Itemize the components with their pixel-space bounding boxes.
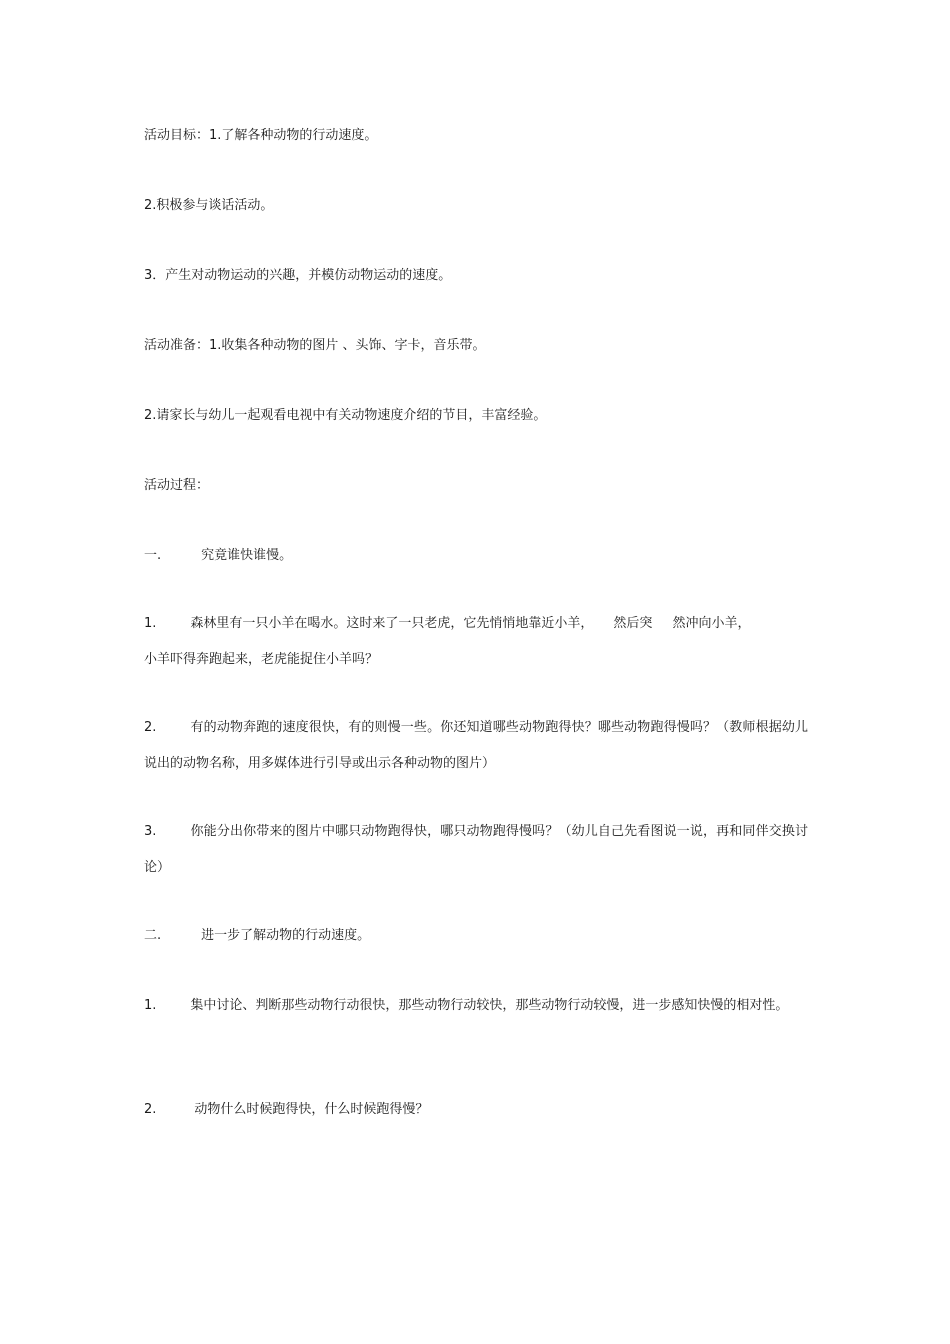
section-2-item-1 — [144, 988, 808, 1024]
item-text-part-d: 小羊吓得奔跑起来，老虎能捉住小羊吗？ — [144, 652, 379, 667]
section-1-item-3 — [144, 814, 808, 886]
section-2-title: 进一步了解动物的行动速度。 — [201, 928, 371, 943]
section-1-item-1 — [144, 606, 808, 678]
item-number: 2. — [144, 1102, 157, 1117]
section-2-item-2 — [144, 1092, 808, 1128]
item-number: 3. — [144, 824, 157, 839]
item-number: 1. — [144, 998, 157, 1013]
item-text-part-a: 森林里有一只小羊在喝水。这时来了一只老虎，它先悄悄地靠近小羊， — [190, 616, 594, 631]
item-text: 你能分出你带来的图片中哪只动物跑得快，哪只动物跑得慢吗？（幼儿自己先看图说一说，再和同伴交换讨论） — [144, 824, 808, 875]
item-text: 有的动物奔跑的速度很快，有的则慢一些。你还知道哪些动物跑得快？哪些动物跑得慢吗？（教师根据幼儿说出的动物名称，用多媒体进行引导或出示各种动物的图片） — [144, 720, 808, 771]
prep-item-2: 2.请家长与幼儿一起观看电视中有关动物速度介绍的节目，丰富经验。 — [144, 408, 547, 423]
item-text: 集中讨论、判断那些动物行动很快，那些动物行动较快，那些动物行动较慢，进一步感知快慢的相对性。 — [190, 998, 789, 1013]
goal-item-2: 2.积极参与谈话活动。 — [144, 198, 274, 213]
section-2-marker: 二. — [144, 928, 162, 943]
item-number: 2. — [144, 720, 157, 735]
section-1-marker: 一. — [144, 548, 162, 563]
item-text-part-c: 然冲向小羊， — [672, 616, 751, 631]
goal-item-3: 3．产生对动物运动的兴趣，并模仿动物运动的速度。 — [144, 268, 452, 283]
section-1-item-2 — [144, 710, 808, 782]
section-2-heading — [144, 918, 808, 954]
section-1-title: 究竟谁快谁慢。 — [201, 548, 293, 563]
section-1-heading — [144, 538, 808, 574]
item-text: 动物什么时候跑得快，什么时候跑得慢？ — [194, 1102, 429, 1117]
prep-line: 活动准备：1.收集各种动物的图片 、头饰、字卡，音乐带。 — [144, 338, 486, 353]
item-text-part-b: 然后突 — [613, 616, 653, 631]
process-heading: 活动过程： — [144, 478, 210, 493]
item-number: 1. — [144, 616, 157, 631]
goal-line: 活动目标：1.了解各种动物的行动速度。 — [144, 128, 378, 143]
